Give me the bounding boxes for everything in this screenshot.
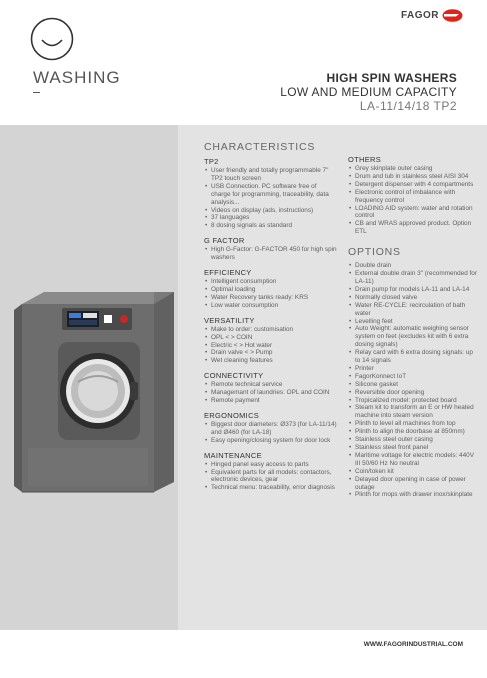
list-item: • Optimal loading xyxy=(204,286,337,294)
list-item: • 37 languages xyxy=(204,214,337,222)
list-item: • Technical menu: traceability, error diagnosis xyxy=(204,484,337,492)
characteristics-heading: CHARACTERISTICS xyxy=(204,141,316,153)
list-item: • User friendly and totally programmable 7" TP2 touch screen xyxy=(204,167,337,183)
characteristics-column xyxy=(204,141,337,492)
list-item: • High G-Factor: G-FACTOR 450 for high spin washers xyxy=(204,246,337,262)
list-item: • Reversible door opening xyxy=(348,389,480,397)
section-title-ergonomics: ERGONOMICS xyxy=(204,410,260,420)
list-item: • Maritime voltage for electric models: 440V III 50/60 Hz No neutral xyxy=(348,452,480,468)
section-title-maintenance: MAINTENANCE xyxy=(204,450,262,460)
page-header xyxy=(0,0,487,125)
list-item: • Plinth for mops with drawer inox/skinplate xyxy=(348,491,480,499)
brand-logo xyxy=(401,9,463,22)
list-item: • Managemant of laundries: OPL and COIN xyxy=(204,389,337,397)
section-title-efficiency: EFFICIENCY xyxy=(204,268,252,278)
washing-category-icon xyxy=(30,17,74,61)
list-item: • Printer xyxy=(348,365,480,373)
list-item: • Steam kit to transform an E or HW heated machine into steam version xyxy=(348,404,480,420)
section-title-versatility: VERSATILITY xyxy=(204,315,255,325)
list-item: • Videos on display (ads, instructions) xyxy=(204,207,337,215)
category-title: WASHING xyxy=(33,68,121,87)
section-title-connectivity: CONNECTIVITY xyxy=(204,371,264,381)
product-headline xyxy=(280,71,457,113)
product-subtitle: LOW AND MEDIUM CAPACITY xyxy=(280,85,457,99)
list-item: • Make to order: customisation xyxy=(204,326,337,334)
list-item: • Delayed door opening in case of power outage xyxy=(348,476,480,492)
list-item: • Double drain xyxy=(348,262,480,270)
list-item: • Normally closed valve xyxy=(348,294,480,302)
connectivity-list xyxy=(204,381,337,405)
list-item: • Low water consumption xyxy=(204,302,337,310)
options-heading: OPTIONS xyxy=(348,246,401,259)
maintenance-list xyxy=(204,461,337,493)
g-factor-list xyxy=(204,246,337,262)
list-item: • Stainless steel front panel xyxy=(348,444,480,452)
list-item: • Drain pump for models LA-11 and LA-14 xyxy=(348,286,480,294)
efficiency-list xyxy=(204,278,337,310)
tp2-list xyxy=(204,167,337,230)
list-item: • Remote payment xyxy=(204,397,337,405)
list-item: • Biggest door diameters: Ø373 (for LA-11/14) and Ø460 (for LA-18) xyxy=(204,421,337,437)
section-title-tp2: TP2 xyxy=(204,157,219,166)
section-title-g-factor: G FACTOR xyxy=(204,236,245,246)
list-item: • OPL < > COIN xyxy=(204,334,337,342)
list-item: • Hinged panel easy access to parts xyxy=(204,461,337,469)
list-item: • Coin/token kit xyxy=(348,468,480,476)
options-list xyxy=(348,262,480,499)
versatility-list xyxy=(204,326,337,366)
ergonomics-list xyxy=(204,421,337,445)
list-item: • Water Recovery tanks ready: KRS xyxy=(204,294,337,302)
brand-name: FAGOR xyxy=(400,10,439,21)
list-item: • Drain valve < > Pump xyxy=(204,349,337,357)
list-item: • Plinth to align the doorbase at 850mm) xyxy=(348,428,480,436)
list-item: • LOADING AID system: water and rotation control xyxy=(348,205,480,221)
website-link[interactable]: WWW.FAGORINDUSTRIAL.COM xyxy=(363,641,463,648)
others-options-column xyxy=(348,155,480,499)
product-models: LA-11/14/18 TP2 xyxy=(359,99,457,113)
list-item: • Intelligent consumption xyxy=(204,278,337,286)
list-item: • Electronic control of imbalance with frequency control xyxy=(348,189,480,205)
list-item: • Easy opening/closing system for door lock xyxy=(204,437,337,445)
others-list xyxy=(348,165,480,236)
list-item: • Silicone gasket xyxy=(348,381,480,389)
list-item: • Plinth to level all machines from top xyxy=(348,420,480,428)
list-item: • Levelling feet xyxy=(348,318,480,326)
fagor-logo-icon xyxy=(442,9,463,22)
list-item: • Detergent dispenser with 4 compartments xyxy=(348,181,480,189)
washing-machine-image xyxy=(14,290,176,496)
list-item: • Auto Weight: automatic weighing sensor system on feet (excludes kit with 6 extra dosing signals) xyxy=(348,325,480,349)
list-item: • Tropicalized model: protected board xyxy=(348,397,480,405)
list-item: • Electric < > Hot water xyxy=(204,342,337,350)
list-item: • 8 dosing signals as standard xyxy=(204,222,337,230)
list-item: • Relay card with 6 extra dosing signals: up to 14 signals xyxy=(348,349,480,365)
list-item: • FagorKonnect IoT xyxy=(348,373,480,381)
list-item: • Wet cleaning features xyxy=(204,357,337,365)
list-item: • External double drain 3" (recommended for LA-11) xyxy=(348,270,480,286)
list-item: • Remote technical service xyxy=(204,381,337,389)
list-item: • Grey skinplate outer casing xyxy=(348,165,480,173)
list-item: • Equivalent parts for all models: contactors, electronic devices, gear xyxy=(204,469,337,485)
product-title: HIGH SPIN WASHERS xyxy=(326,71,457,85)
list-item: • Water RE-CYCLE: recirculation of bath water xyxy=(348,302,480,318)
list-item: • Drum and tub in stainless steel AISI 304 xyxy=(348,173,480,181)
list-item: • CB and WRAS approved product. Option ETL xyxy=(348,220,480,236)
category-underline xyxy=(33,92,40,93)
list-item: • Stainless steel outer casing xyxy=(348,436,480,444)
section-title-others: OTHERS xyxy=(348,155,382,164)
list-item: • USB Connection. PC software free of charge for programming, traceability, data analysis... xyxy=(204,183,337,207)
